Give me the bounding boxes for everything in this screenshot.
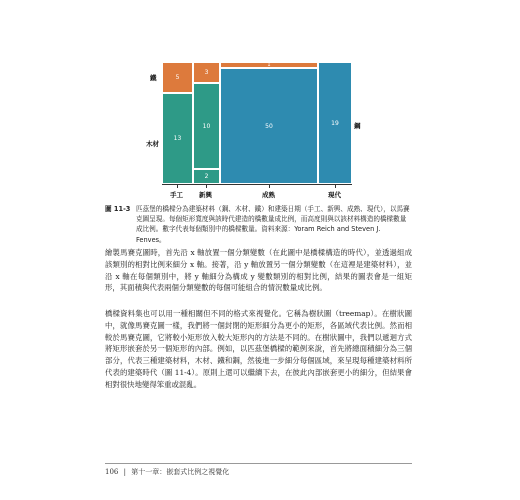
cell-modern-steel: 19 — [318, 62, 352, 184]
chapter-title: 第十一章：嵌套式比例之視覺化 — [131, 468, 230, 476]
figure-caption — [105, 204, 410, 245]
x-label-emerging: 新興 — [199, 191, 212, 199]
cell-mature-wood: 50 — [220, 68, 318, 184]
x-label-modern: 現代 — [328, 191, 341, 199]
x-tick — [269, 184, 270, 188]
page-number: 106 — [105, 468, 119, 476]
x-tick — [206, 184, 207, 188]
cell-handcraft-iron: 5 — [162, 62, 193, 93]
x-tick — [335, 184, 336, 188]
cell-handcraft-wood: 13 — [162, 93, 193, 184]
x-tick — [177, 184, 178, 188]
cell-emerging-iron: 3 — [193, 62, 220, 83]
y-label-wood: 木材 — [146, 140, 159, 148]
x-label-mature: 成熟 — [262, 191, 275, 199]
page-footer — [105, 467, 229, 477]
cell-mature-iron: 1 — [220, 62, 318, 68]
figure-caption-text: 匹茲堡的橋樑分為建築材料（鋼、木材、鐵）和建築日期（手工、新興、成熟、現代），以馬賽克圖呈現。每個矩形寬度與該時代建造的橋數量成比例，而高度則與以該材料構造的橋樑數量成比例。數字代表每個類別中的橋樑數量。資料來源：Yoram Reich and Steven J. Fenves。 — [136, 205, 410, 244]
footer-rule — [105, 463, 412, 464]
cell-emerging-steel: 2 — [193, 169, 220, 184]
x-label-handcraft: 手工 — [170, 191, 183, 199]
figure-number: 圖 11-3 — [105, 205, 131, 213]
footer-separator: | — [123, 468, 126, 476]
y-label-iron: 鐵 — [150, 74, 157, 82]
cell-emerging-wood: 10 — [193, 83, 220, 169]
mosaic-chart — [0, 0, 520, 200]
y-label-steel: 鋼 — [354, 122, 361, 130]
body-paragraph-2: 橋樑資料集也可以用一種相關但不同的格式來視覺化。它稱為樹狀圖（treemap）。在樹狀圖中，就像馬賽克圖一樣，我們將一個封閉的矩形細分為更小的矩形，各區域代表比例。然而相較於馬賽克圖，它將較小矩形放入較大矩形內的方法是不同的。在樹狀圖中，我們以遞迴方式將矩形嵌套於另一個矩形的內部。例如，以匹茲堡橋樑的範例來說，首先將總面積細分為三個部分，代表三種建築材料，木材、鐵和鋼，然後進一步細分每個區域，來呈現每種建築材料所代表的建築時代（圖 11-4）。原則上還可以繼續下去，在彼此內部嵌套更小的細分，但結果會相對很快地變得笨重或混亂。 — [105, 309, 412, 389]
body-paragraph-1: 繪製馬賽克圖時，首先沿 x 軸放置一個分類變數（在此圖中是橋樑構造的時代），並透過組成該類別的相對比例來細分 x 軸。接著，沿 y 軸放置另一個分類變數（在這裡是建築材料），並沿 x 軸在每個類別中，將 y 軸細分為構成 y 變數類別的相對比例，結果的圖表會是一組矩形，其面積與代表兩個分類變數的每個可能組合的情況數量成比例。 — [105, 248, 412, 293]
x-axis-line — [162, 184, 352, 185]
